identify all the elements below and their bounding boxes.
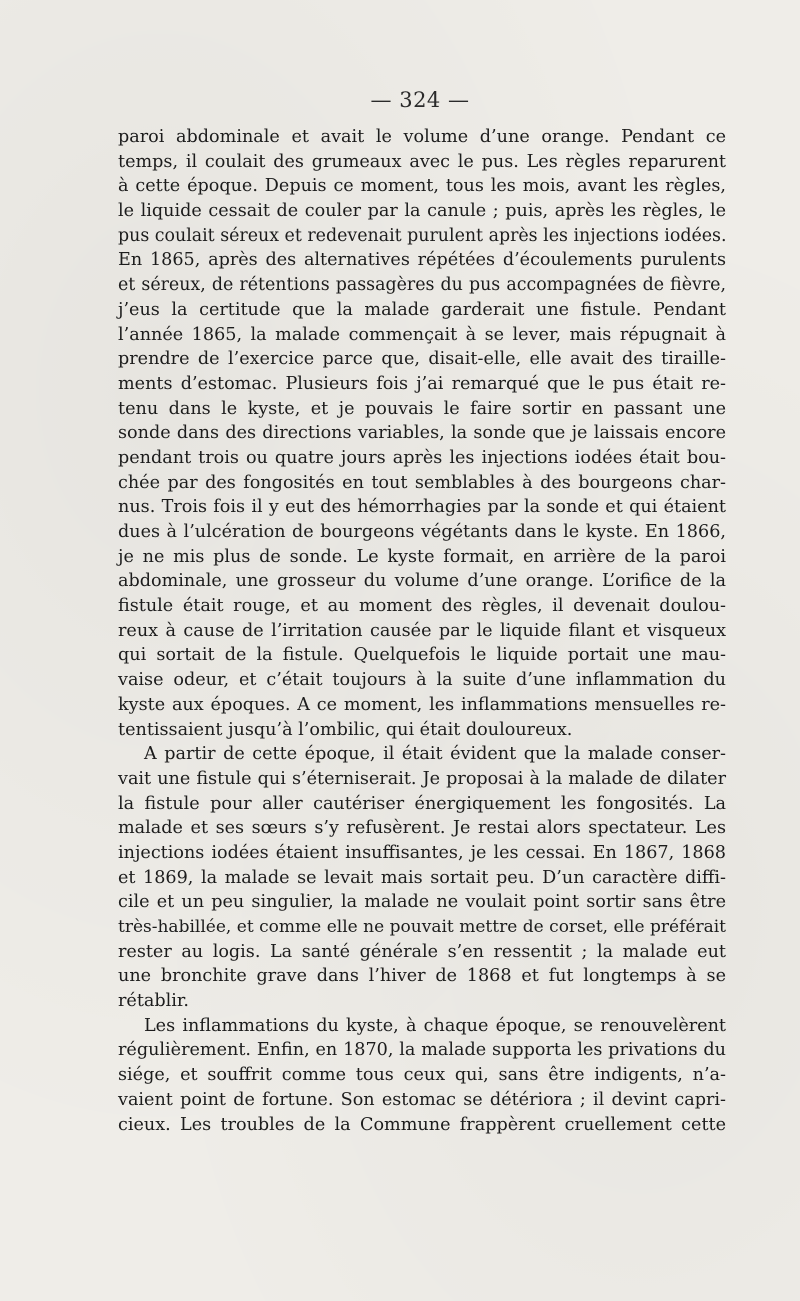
text-line: paroi abdominale et avait le volume d’une orange. Pendant ce bbox=[118, 127, 726, 147]
text-line: A partir de cette époque, il était évident que la malade conser- bbox=[144, 744, 726, 765]
text-line: nus. Trois fois il y eut des hémorrhagies par la sonde et qui étaient bbox=[118, 497, 726, 518]
text-line: reux à cause de l’irritation causée par le liquide filant et visqueux bbox=[118, 620, 726, 641]
text-line: vaient point de fortune. Son estomac se détériora ; il devint capri- bbox=[118, 1089, 726, 1110]
text-line: je ne mis plus de sonde. Le kyste formait, en arrière de la paroi bbox=[118, 546, 726, 567]
text-line: rétablir. bbox=[118, 991, 189, 1012]
text-line: une bronchite grave dans l’hiver de 1868 et fut longtemps à se bbox=[118, 966, 726, 987]
text-line: vaise odeur, et c’était toujours à la suite d’une inflammation du bbox=[118, 670, 726, 691]
text-line: très-habillée, et comme elle ne pouvait mettre de corset, elle préférait bbox=[118, 917, 726, 937]
page-number: — 324 — bbox=[370, 88, 470, 112]
text-line: l’année 1865, la malade commençait à se lever, mais répugnait à bbox=[118, 324, 726, 345]
paragraph-2 bbox=[118, 742, 726, 1014]
text-line: tenu dans le kyste, et je pouvais le faire sortir en passant une bbox=[118, 398, 726, 419]
paragraph-1 bbox=[118, 125, 726, 742]
paragraph-3 bbox=[118, 1014, 726, 1137]
text-line: temps, il coulait des grumeaux avec le pus. Les règles reparurent bbox=[118, 151, 726, 172]
text-line: rester au logis. La santé générale s’en ressentit ; la malade eut bbox=[118, 941, 726, 962]
text-line: et séreux, de rétentions passagères du pus accompagnées de fièvre, bbox=[118, 275, 726, 296]
text-line: En 1865, après des alternatives répétées d’écoulements purulents bbox=[118, 250, 726, 271]
text-line: injections iodées étaient insuffisantes, je les cessai. En 1867, 1868 bbox=[118, 842, 726, 863]
text-line: cieux. Les troubles de la Commune frappèrent cruellement cette bbox=[118, 1114, 726, 1135]
text-line: la fistule pour aller cautériser énergiquement les fongosités. La bbox=[118, 793, 726, 814]
text-line: Les inflammations du kyste, à chaque époque, se renouvelèrent bbox=[144, 1015, 726, 1036]
text-line: dues à l’ulcération de bourgeons végétants dans le kyste. En 1866, bbox=[118, 522, 726, 542]
text-line: ments d’estomac. Plusieurs fois j’ai remarqué que le pus était re- bbox=[118, 373, 726, 394]
text-line: fistule était rouge, et au moment des règles, il devenait doulou- bbox=[118, 596, 726, 617]
text-line: chée par des fongosités en tout semblables à des bourgeons char- bbox=[118, 472, 726, 493]
text-line: pus coulait séreux et redevenait purulent après les injections iodées. bbox=[118, 225, 727, 246]
text-line: et 1869, la malade se levait mais sortait peu. D’un caractère diffi- bbox=[118, 867, 726, 888]
text-line: abdominale, une grosseur du volume d’une orange. L’orifice de la bbox=[118, 571, 726, 592]
text-line: prendre de l’exercice parce que, disait-elle, elle avait des tiraille- bbox=[118, 349, 726, 370]
text-line: vait une fistule qui s’éterniserait. Je proposai à la malade de dilater bbox=[118, 768, 726, 789]
text-line: malade et ses sœurs s’y refusèrent. Je restai alors spectateur. Les bbox=[118, 818, 726, 839]
text-line: j’eus la certitude que la malade garderait une fistule. Pendant bbox=[118, 299, 726, 320]
text-line: tentissaient jusqu’à l’ombilic, qui était douloureux. bbox=[118, 719, 573, 740]
text-line: régulièrement. Enfin, en 1870, la malade supporta les privations du bbox=[118, 1040, 726, 1061]
body-text bbox=[118, 125, 726, 1137]
text-line: pendant trois ou quatre jours après les injections iodées était bou- bbox=[118, 447, 726, 468]
text-line: cile et un peu singulier, la malade ne voulait point sortir sans être bbox=[118, 892, 726, 913]
text-line: siége, et souffrit comme tous ceux qui, sans être indigents, n’a- bbox=[118, 1065, 726, 1086]
text-line: à cette époque. Depuis ce moment, tous les mois, avant les règles, bbox=[118, 176, 726, 197]
text-line: kyste aux époques. A ce moment, les inflammations mensuelles re- bbox=[118, 694, 726, 715]
text-line: le liquide cessait de couler par la canule ; puis, après les règles, le bbox=[118, 201, 726, 222]
text-line: sonde dans des directions variables, la sonde que je laissais encore bbox=[118, 423, 726, 444]
text-line: qui sortait de la fistule. Quelquefois le liquide portait une mau- bbox=[118, 645, 726, 666]
